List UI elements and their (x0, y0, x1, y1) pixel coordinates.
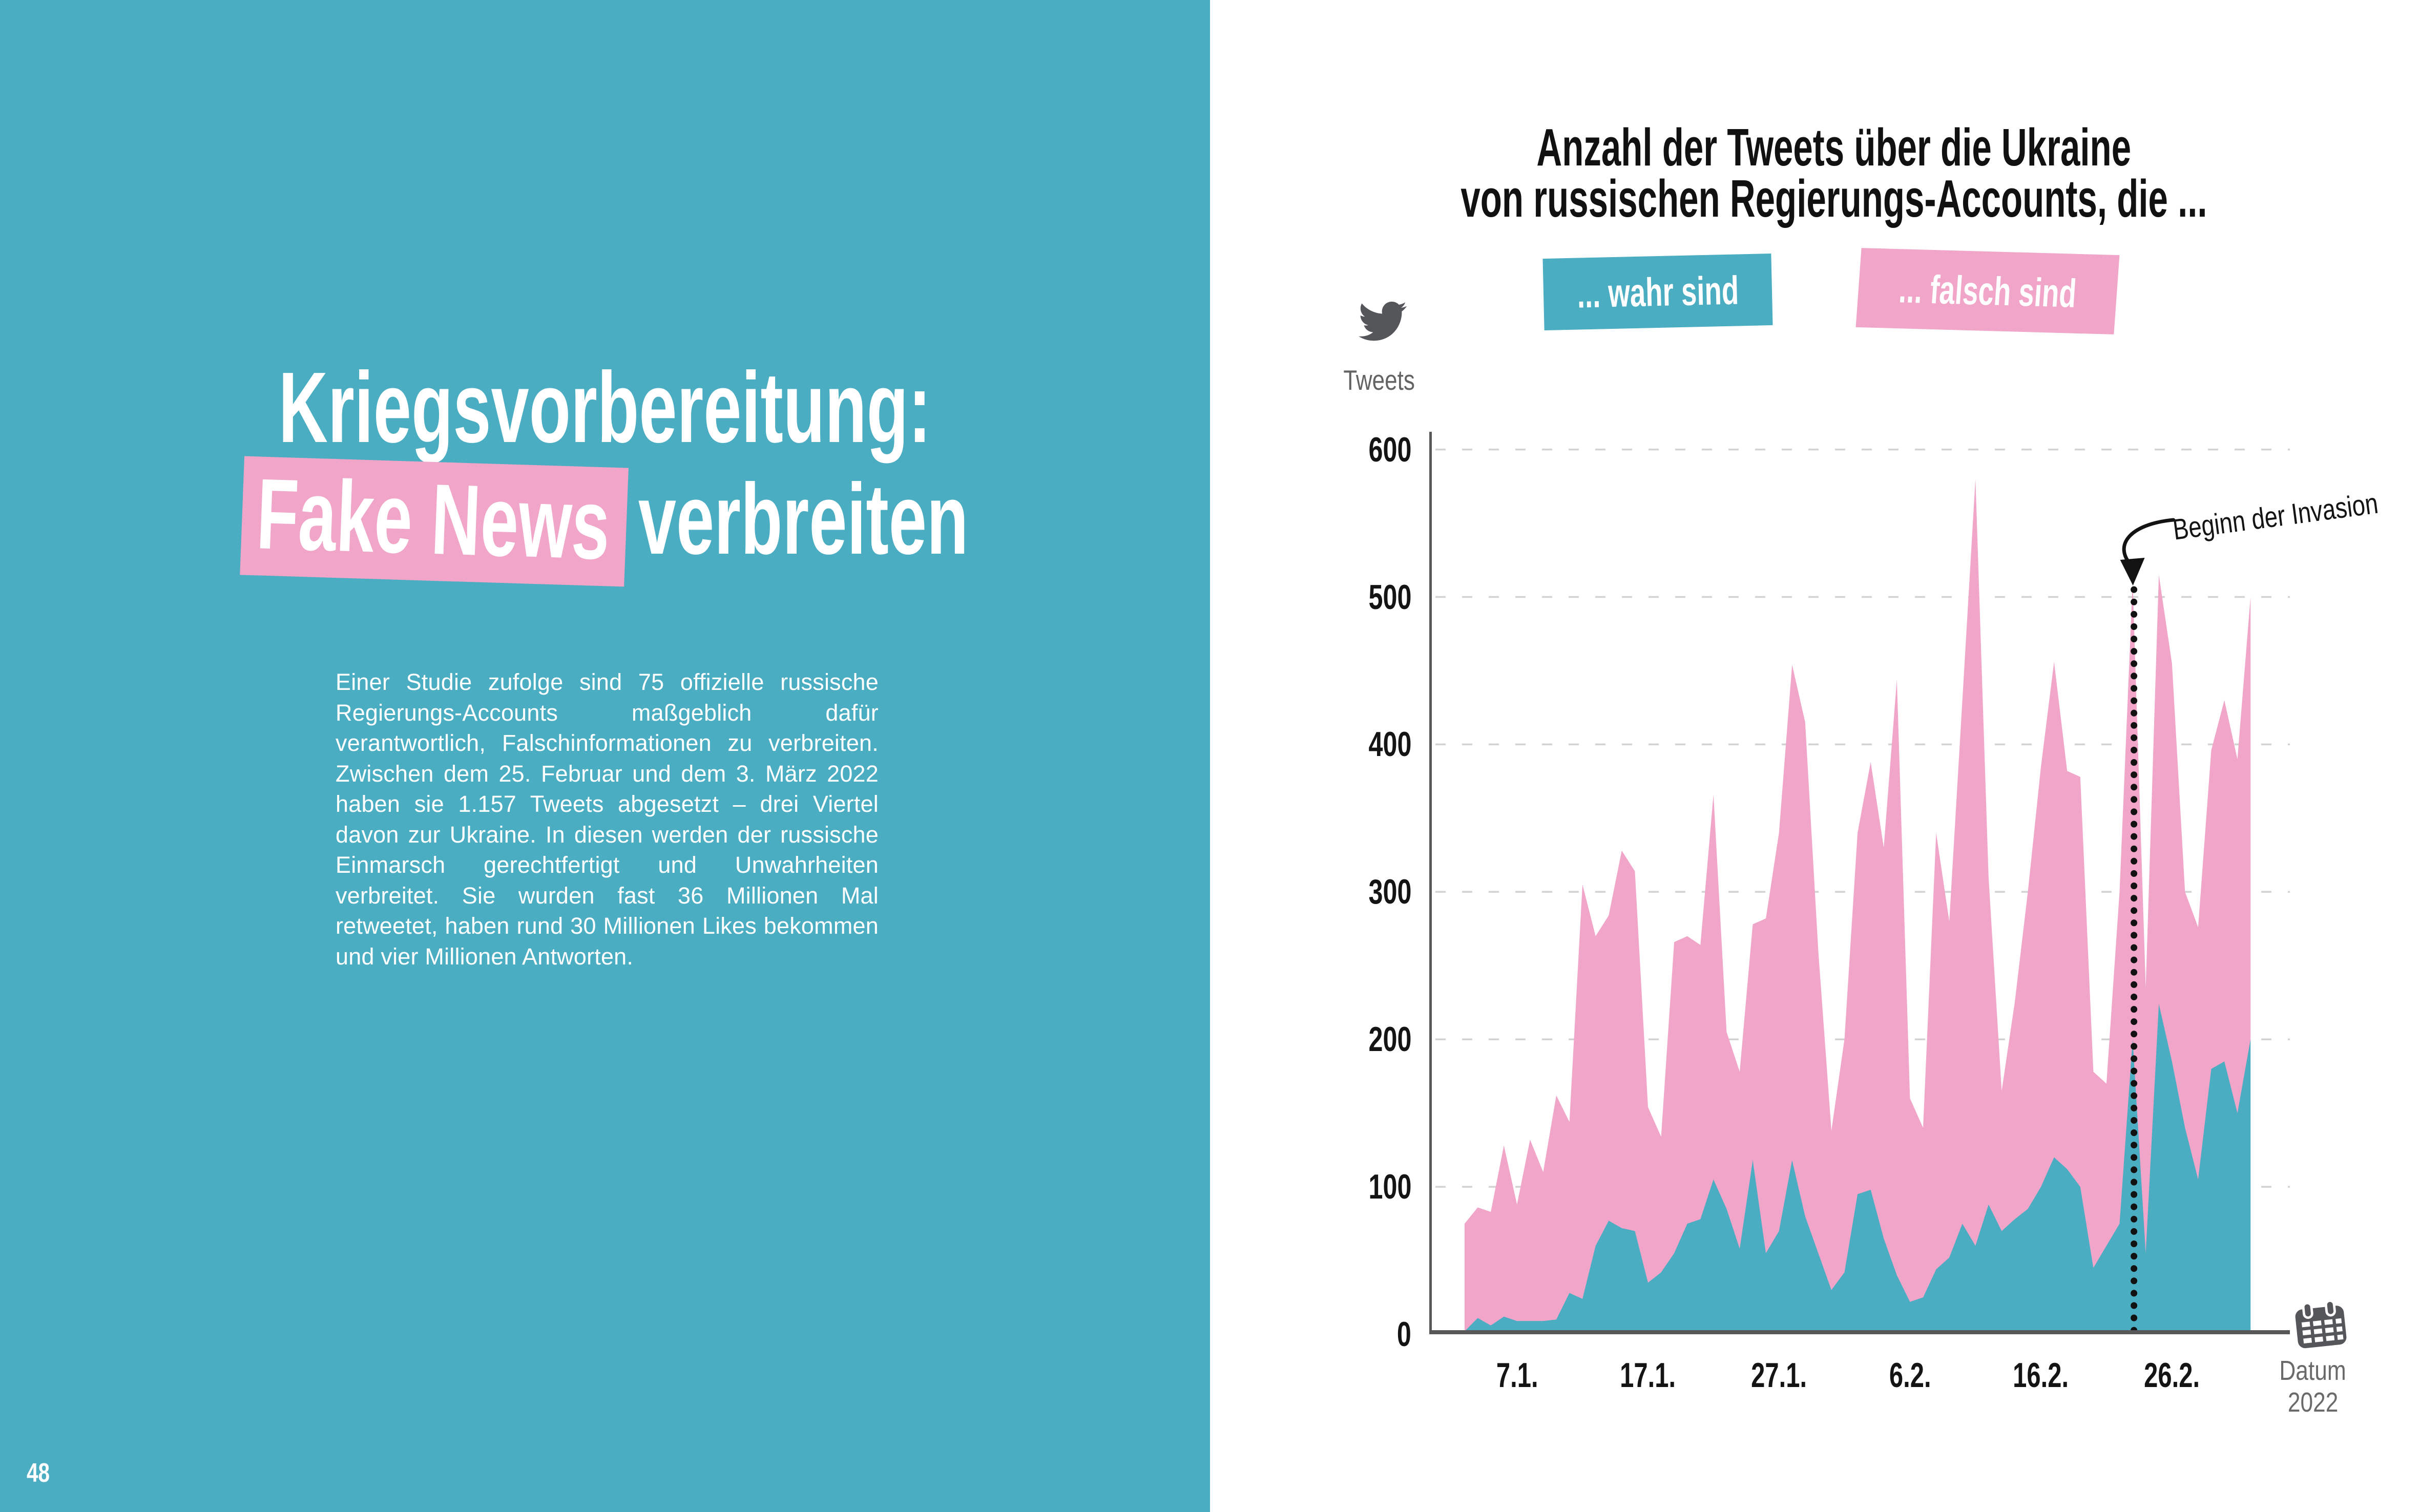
page-title-highlight: Fake News (254, 457, 612, 581)
legend-item-wahr (1542, 254, 1772, 330)
fake-news-highlight-box (240, 456, 629, 587)
y-axis-tick-label: 400 (1368, 725, 1411, 764)
x-axis-tick-label: 17.1. (1620, 1356, 1676, 1395)
x-axis-tick-label: 26.2. (2144, 1356, 2200, 1395)
y-axis-tick-label: 600 (1368, 430, 1411, 469)
intro-paragraph: Einer Studie zufolge sind 75 offizielle russische Regierungs-Accounts maßgeblich dafür verantwortlich, Falschinformationen zu verbreiten. Zwischen dem 25. Februar und dem 3. März 2022 haben sie 1.157 Tweets abgesetzt – drei Viertel davon zur Ukraine. In diesen werden der russische Einmarsch gerechtfertigt und Unwahrheiten verbreitet. Sie wurden fast 36 Millionen Mal retweetet, haben rund 30 Millionen Likes bekommen und vier Millionen Antworten. (336, 669, 879, 970)
x-axis-tick-label: 27.1. (1751, 1356, 1807, 1395)
page-title-line2-rest-text: verbreiten (638, 463, 968, 575)
page-title-line2 (242, 457, 968, 581)
x-axis-tick-label: 7.1. (1496, 1356, 1538, 1395)
legend-label-falsch: ... falsch sind (1897, 266, 2078, 316)
legend-item-falsch (1856, 248, 2120, 334)
page-title (0, 353, 1210, 581)
calendar-icon (2291, 1298, 2349, 1351)
tweet-area-chart (1429, 432, 2290, 1336)
y-axis-unit-label (1324, 364, 1434, 396)
twitter-bird-icon (1354, 297, 1411, 345)
datum-year-text: 2022 (2287, 1387, 2339, 1418)
invasion-annotation-label: Beginn der Invasion (2171, 487, 2380, 547)
x-axis-tick-label: 16.2. (2013, 1356, 2069, 1395)
datum-text: Datum (2279, 1355, 2347, 1386)
y-axis-tick-label: 0 (1397, 1315, 1411, 1354)
x-axis-tick-label: 6.2. (1889, 1356, 1931, 1395)
chart-title-line2: von russischen Regierungs-Accounts, die ... (1461, 169, 2207, 228)
chart-title-line1: Anzahl der Tweets über die Ukraine (1536, 118, 2132, 177)
annotation-arrowhead (2120, 558, 2145, 585)
legend-label-wahr: ... wahr sind (1576, 267, 1739, 317)
y-axis-tick-label: 500 (1368, 577, 1411, 617)
page-title-line1: Kriegsvorbereitung: (279, 351, 931, 464)
chart-title (1277, 118, 2391, 228)
y-axis-tick-label: 300 (1368, 872, 1411, 912)
y-axis-tick-label: 100 (1368, 1167, 1411, 1207)
y-axis-tick-label: 200 (1368, 1020, 1411, 1059)
page-number: 48 (27, 1458, 50, 1488)
x-axis-unit-label (2264, 1355, 2362, 1418)
tweets-text: Tweets (1343, 364, 1415, 396)
